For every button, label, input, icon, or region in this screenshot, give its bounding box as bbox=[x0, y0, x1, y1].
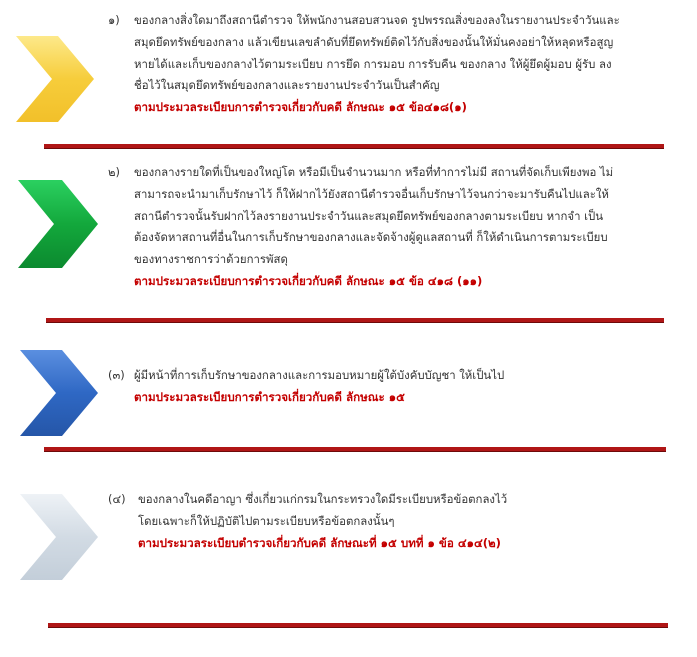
regulation-item-3 bbox=[108, 365, 668, 409]
item-text-line: ชื่อไว้ในสมุดยึดทรัพย์ของกลางและรายงานประจำวันเป็นสำคัญ bbox=[134, 78, 440, 93]
item-text-line: ของกลางสิ่งใดมาถึงสถานีตำรวจ ให้พนักงานสอบสวนจด รูปพรรณสิ่งของลงในรายงานประจำวันและ bbox=[134, 13, 620, 27]
regulation-reference: ตามประมวลระเบียบการตำรวจเกี่ยวกับคดี ลักษณะ ๑๕ ข้อ ๔๑๘ (๑๑) bbox=[134, 273, 483, 288]
divider-rule bbox=[44, 144, 664, 149]
item-text-line: สถานีตำรวจนั้นรับฝากไว้ลงรายงานประจำวันและสมุดยึดทรัพย์ของกลางตามระเบียบ หากจำ เป็น bbox=[134, 208, 604, 223]
green-chevron-icon bbox=[16, 178, 100, 270]
gray-chevron-icon bbox=[18, 492, 100, 582]
item-text-line: โดยเฉพาะก็ให้ปฏิบัติไปตามระเบียบหรือข้อตกลงนั้นๆ bbox=[138, 513, 395, 528]
regulation-reference: ตามประมวลระเบียบการตำรวจเกี่ยวกับคดี ลักษณะ ๑๕ ข้อ๔๑๘(๑) bbox=[134, 100, 467, 115]
regulation-reference: ตามประมวลระเบียบการตำรวจเกี่ยวกับคดี ลักษณะ ๑๕ bbox=[134, 389, 405, 404]
regulation-item-1 bbox=[108, 10, 668, 119]
item-number: (๓) bbox=[108, 368, 125, 382]
item-text-line: ของกลางรายใดที่เป็นของใหญ่โต หรือมีเป็นจำนวนมาก หรือที่ทำการไม่มี สถานที่จัดเก็บเพียงพอ ไม่ bbox=[134, 165, 614, 179]
item-text-line: ผู้มีหน้าที่การเก็บรักษาของกลางและการมอบหมายผู้ใต้บังคับบัญชา ให้เป็นไป bbox=[134, 368, 505, 382]
yellow-chevron-icon bbox=[14, 34, 96, 124]
item-text-line: หายได้และเก็บของกลางไว้ตามระเบียบ การยึด การมอบ การรับคืน ของกลาง ให้ผู้ยึดผู้มอบ ผู้รับ ลง bbox=[134, 56, 612, 71]
item-text-line: ของทางราชการว่าด้วยการพัสดุ bbox=[134, 252, 288, 267]
regulation-reference: ตามประมวลระเบียบตำรวจเกี่ยวกับคดี ลักษณะที่ ๑๕ บทที่ ๑ ข้อ ๔๑๔(๒) bbox=[138, 535, 501, 550]
item-number: ๒) bbox=[108, 165, 120, 179]
divider-rule bbox=[44, 447, 666, 452]
item-text-line: ต้องจัดหาสถานที่อื่นในการเก็บรักษาของกลางและจัดจ้างผู้ดูแลสถานที่ ก็ให้ดำเนินการตามระเบียบ bbox=[134, 230, 608, 245]
item-number: ๑) bbox=[108, 13, 120, 27]
item-text-line: ของกลางในคดีอาญา ซึ่งเกี่ยวแก่กรมในกระทรวงใดมีระเบียบหรือข้อตกลงไว้ bbox=[138, 492, 508, 506]
item-text-line: สามารถจะนำมาเก็บรักษาไว้ ก็ให้ฝากไว้ยังสถานีตำรวจอื่นเก็บรักษาไว้จนกว่าจะมารับคืนไปและให้ bbox=[134, 186, 609, 201]
regulation-item-4 bbox=[108, 489, 668, 554]
item-number: (๔) bbox=[108, 492, 126, 506]
divider-rule bbox=[48, 623, 668, 628]
regulation-item-2 bbox=[108, 162, 668, 293]
blue-chevron-icon bbox=[18, 348, 100, 438]
divider-rule bbox=[46, 318, 664, 323]
item-text-line: สมุดยึดทรัพย์ของกลาง แล้วเขียนเลขลำดับที่ยึดทรัพย์ติดไว้กับสิ่งของนั้นให้มั่นคงอย่าให้หลุดหรือสูญ bbox=[134, 34, 614, 49]
